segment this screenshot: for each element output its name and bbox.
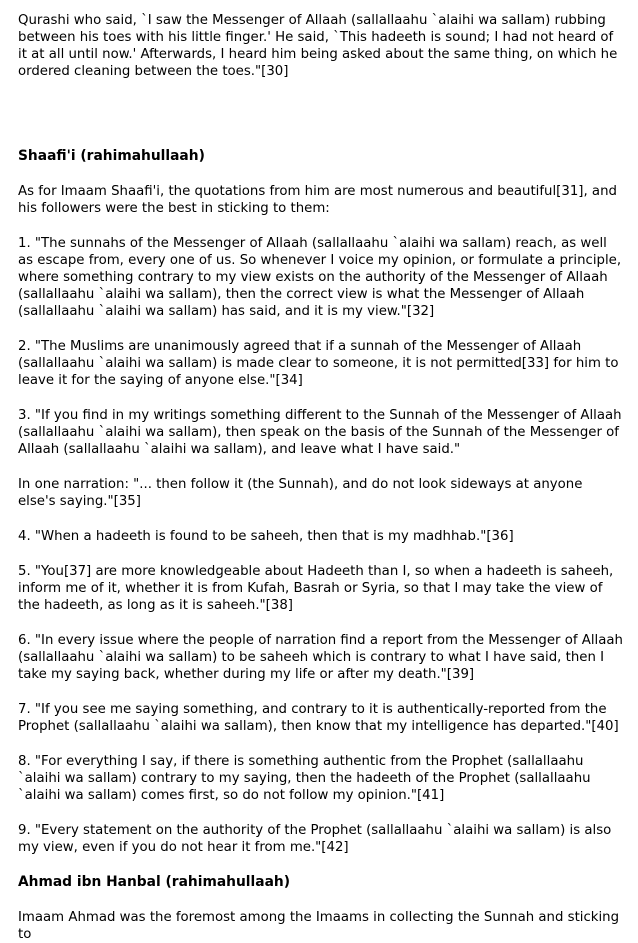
ahmad-intro-paragraph: Imaam Ahmad was the foremost among the Imaams in collecting the Sunnah and sticking to [18,910,620,942]
narration-paragraph: In one narration: "... then follow it (the Sunnah), and do not look sideways at anyone else's saying."[35] [18,477,583,509]
section-heading-shaafii: Shaafi'i (rahimahullaah) [18,148,205,164]
quote-paragraph-9: 9. "Every statement on the authority of the Prophet (sallallaahu `alaihi wa sallam) is also my view, even if you do not hear it from me."[42] [18,823,612,855]
quote-paragraph-3: 3. "If you find in my writings something different to the Sunnah of the Messenger of Allaah (sallallaahu `alaihi wa sallam), then speak on the basis of the Sunnah of the Messenger of Allaah (sallallaahu `alaihi wa sallam), and leave what I have said." [18,408,622,457]
shaafii-intro-paragraph: As for Imaam Shaafi'i, the quotations from him are most numerous and beautiful[31], and his followers were the best in sticking to them: [18,184,617,216]
quote-paragraph-4: 4. "When a hadeeth is found to be saheeh, then that is my madhhab."[36] [18,529,514,544]
section-heading-ahmad: Ahmad ibn Hanbal (rahimahullaah) [18,874,291,890]
document-page [18,12,624,943]
quote-paragraph-2: 2. "The Muslims are unanimously agreed that if a sunnah of the Messenger of Allaah (sallallaahu `alaihi wa sallam) is made clear to someone, it is not permitted[33] for him to leave it for the saying of anyone else."[34] [18,339,619,388]
quote-paragraph-8: 8. "For everything I say, if there is something authentic from the Prophet (sallallaahu `alaihi wa sallam) contrary to my saying, then the hadeeth of the Prophet (sallallaahu `alaihi wa sallam) comes first, so do not follow my opinion."[41] [18,754,591,803]
intro-paragraph: Qurashi who said, `I saw the Messenger of Allaah (sallallaahu `alaihi wa sallam) rubbing between his toes with his little finger.' He said, `This hadeeth is sound; I had not heard of it at all until now.' Afterwards, I heard him being asked about the same thing, on which he ordered cleaning between the toes."[30] [18,13,618,79]
quote-paragraph-1: 1. "The sunnahs of the Messenger of Allaah (sallallaahu `alaihi wa sallam) reach, as well as escape from, every one of us. So whenever I voice my opinion, or formulate a principle, where something contrary to my view exists on the authority of the Messenger of Allaah (sallallaahu `alaihi wa sallam), then the correct view is what the Messenger of Allaah (sallallaahu `alaihi wa sallam) has said, and it is my view."[32] [18,236,622,319]
quote-paragraph-6: 6. "In every issue where the people of narration find a report from the Messenger of Allaah (sallallaahu `alaihi wa sallam) to be saheeh which is contrary to what I have said, then I take my saying back, whether during my life or after my death."[39] [18,633,623,682]
quote-paragraph-5: 5. "You[37] are more knowledgeable about Hadeeth than I, so when a hadeeth is saheeh, inform me of it, whether it is from Kufah, Basrah or Syria, so that I may take the view of the hadeeth, as long as it is saheeh."[38] [18,564,614,613]
quote-paragraph-7: 7. "If you see me saying something, and contrary to it is authentically-reported from the Prophet (sallallaahu `alaihi wa sallam), then know that my intelligence has departed."[40] [18,702,619,734]
